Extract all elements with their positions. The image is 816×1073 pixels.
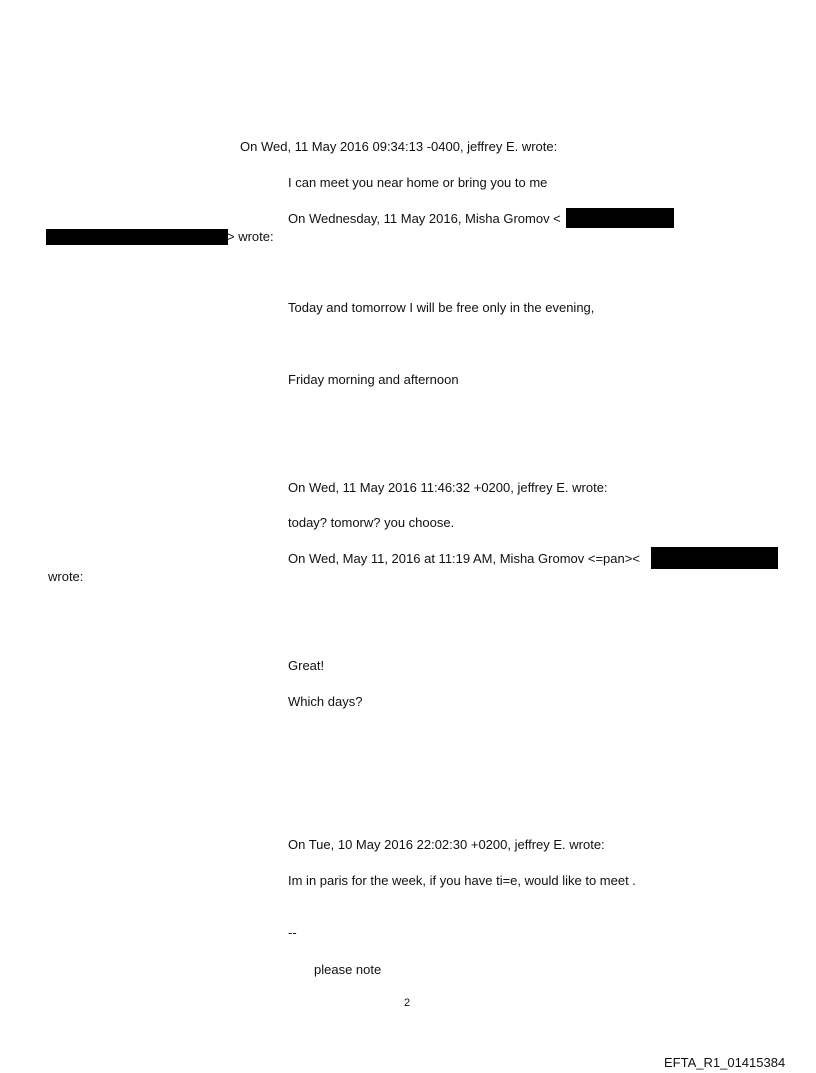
reply-header-3: On Wed, 11 May 2016 11:46:32 +0200, jeffrey E. wrote: [288,480,608,495]
message-text-4a: Great! [288,658,325,673]
reply-header-4: On Wed, May 11, 2016 at 11:19 AM, Misha Gromov <=pan>< [288,551,640,566]
reply-header-2-end: > wrote: [227,229,274,244]
redaction-block [46,229,228,245]
signature-separator: -- [288,925,297,940]
reply-header-1: On Wed, 11 May 2016 09:34:13 -0400, jeffrey E. wrote: [240,139,558,154]
reply-header-4-end: wrote: [48,569,84,584]
reply-header-2: On Wednesday, 11 May 2016, Misha Gromov < [288,211,561,226]
message-text-2a: Today and tomorrow I will be free only in the evening, [288,300,595,315]
document-id: EFTA_R1_01415384 [664,1055,786,1070]
page-number: 2 [404,997,411,1009]
message-text-2b: Friday morning and afternoon [288,372,459,387]
message-text-3: today? tomorw? you choose. [288,515,455,530]
reply-header-5: On Tue, 10 May 2016 22:02:30 +0200, jeffrey E. wrote: [288,837,605,852]
message-text-5: Im in paris for the week, if you have ti=e, would like to meet . [288,873,636,888]
redaction-block [651,547,778,569]
redaction-block [566,208,674,228]
message-text-1: I can meet you near home or bring you to me [288,175,548,190]
message-text-4b: Which days? [288,694,363,709]
signature-note: please note [314,962,382,977]
